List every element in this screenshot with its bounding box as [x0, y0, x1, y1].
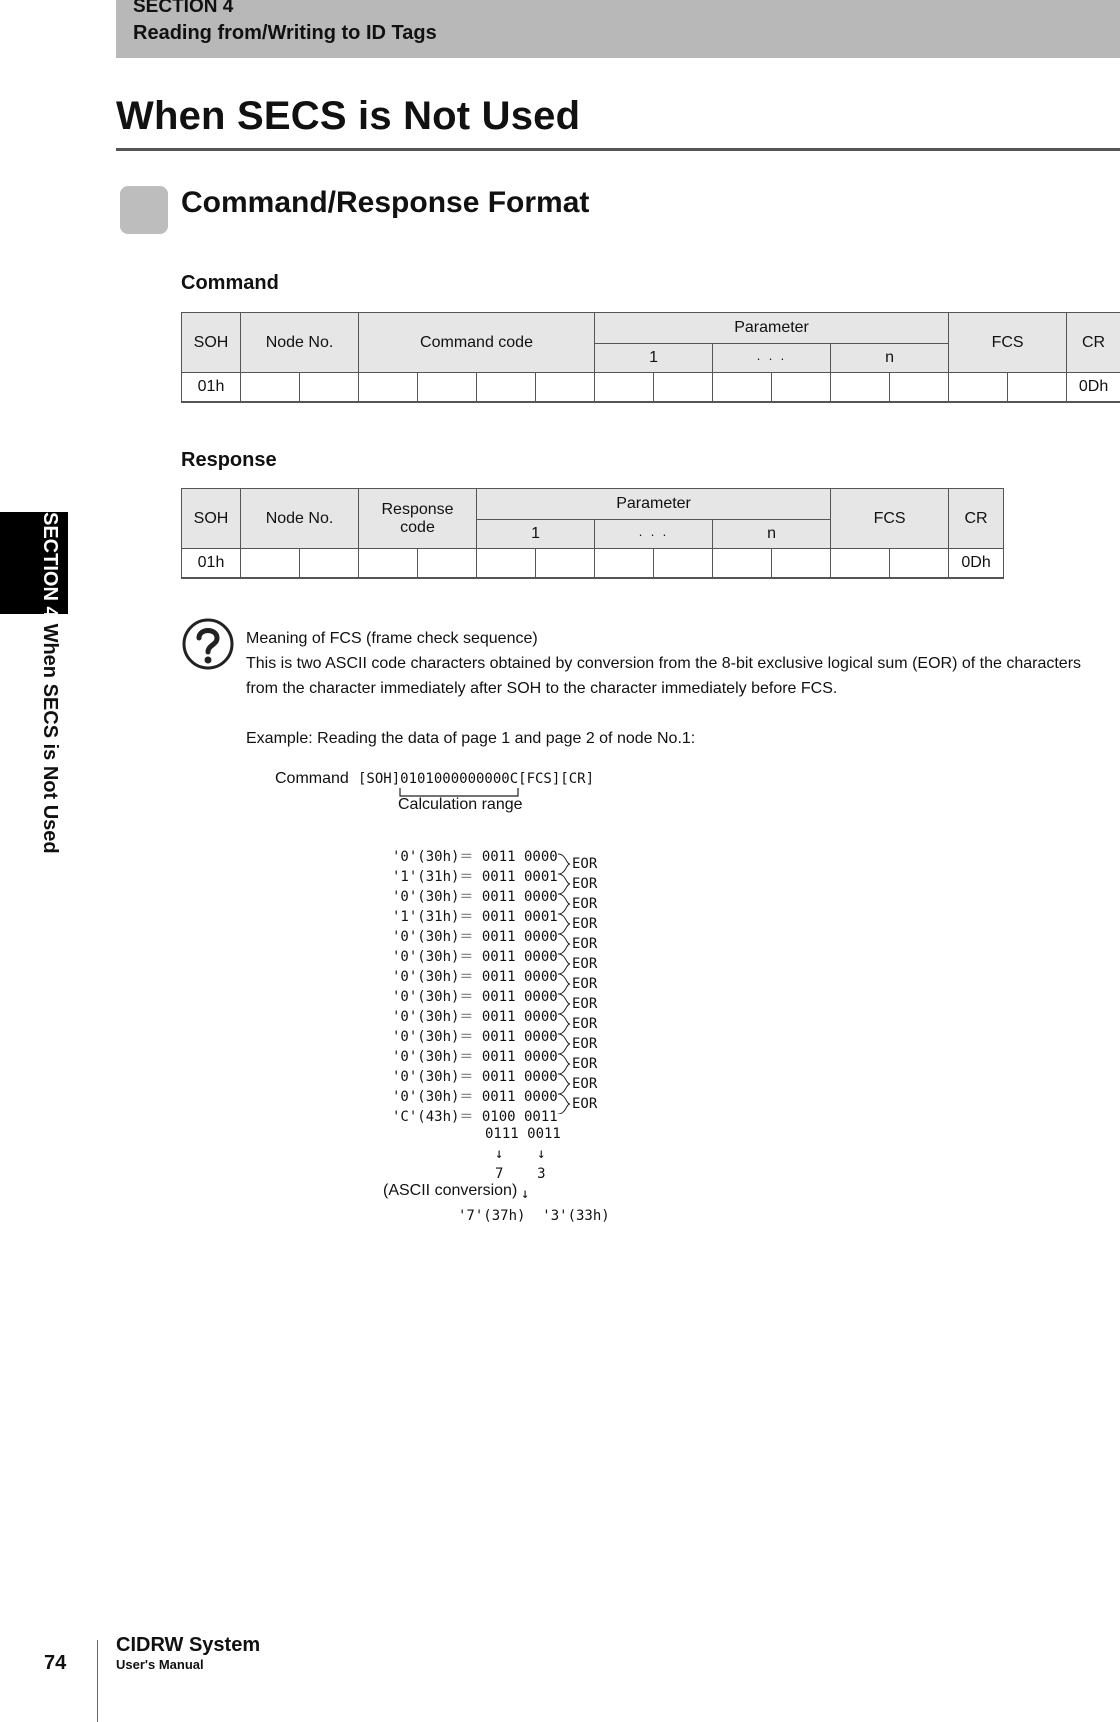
resp-cell	[241, 549, 300, 579]
example-command-string: [SOH]0101000000000C[FCS][CR]	[358, 771, 595, 787]
command-title: Command	[181, 272, 279, 294]
cmd-soh-header: SOH	[182, 313, 241, 373]
section-bullet-square	[120, 186, 168, 234]
resp-cell	[595, 549, 654, 579]
eor-label: EOR	[572, 876, 598, 892]
example-intro: Example: Reading the data of page 1 and page 2 of node No.1:	[246, 730, 696, 747]
result-arrows: ↓ ↓	[495, 1146, 546, 1162]
cmd-parameter-header: Parameter	[595, 313, 949, 344]
calc-row: '1'(31h)＝ 0011 0001	[392, 909, 558, 925]
eor-label: EOR	[572, 1096, 598, 1112]
response-title: Response	[181, 449, 277, 471]
section-header-band	[116, 0, 1120, 58]
resp-cell	[713, 549, 772, 579]
cmd-cell	[477, 373, 536, 403]
calc-row: '1'(31h)＝ 0011 0001	[392, 869, 558, 885]
cmd-cell	[654, 373, 713, 403]
result-digits: 7 3	[495, 1166, 546, 1182]
cmd-soh-value: 01h	[182, 373, 241, 403]
eor-result: 0111 0011	[485, 1126, 561, 1142]
cmd-cell	[890, 373, 949, 403]
resp-param-n: n	[713, 520, 831, 549]
cmd-node-no-header: Node No.	[241, 313, 359, 373]
calc-row: '0'(30h)＝ 0011 0000	[392, 1069, 558, 1085]
cmd-cr-value: 0Dh	[1067, 373, 1120, 403]
cmd-cell	[949, 373, 1008, 403]
eor-label: EOR	[572, 976, 598, 992]
side-tab-title: When SECS is Not Used	[39, 623, 61, 854]
cmd-cell	[831, 373, 890, 403]
header-section: SECTION 4	[133, 0, 234, 17]
calc-row: '0'(30h)＝ 0011 0000	[392, 989, 558, 1005]
resp-param-dots: · · ·	[595, 520, 713, 549]
cmd-cell	[418, 373, 477, 403]
footer-manual-name: User's Manual	[116, 1657, 204, 1672]
calc-row: '0'(30h)＝ 0011 0000	[392, 1029, 558, 1045]
calc-row: '0'(30h)＝ 0011 0000	[392, 849, 558, 865]
resp-cr-header: CR	[949, 489, 1004, 549]
calc-row: '0'(30h)＝ 0011 0000	[392, 1089, 558, 1105]
resp-cell	[477, 549, 536, 579]
cmd-cell	[713, 373, 772, 403]
resp-code-line1: Response	[381, 500, 454, 518]
cmd-cell	[536, 373, 595, 403]
header-chapter: Reading from/Writing to ID Tags	[133, 22, 437, 44]
cmd-cell	[241, 373, 300, 403]
example-command-label: Command	[275, 770, 349, 787]
response-format-table	[181, 488, 1004, 579]
footer-divider	[97, 1640, 98, 1722]
footer-system-name: CIDRW System	[116, 1634, 261, 1656]
cmd-cr-header: CR	[1067, 313, 1120, 373]
fcs-meaning: Meaning of FCS (frame check sequence)	[246, 630, 538, 647]
eor-label: EOR	[572, 1016, 598, 1032]
resp-parameter-header: Parameter	[477, 489, 831, 520]
cmd-cell	[359, 373, 418, 403]
side-tab-text	[36, 512, 64, 854]
eor-label: EOR	[572, 896, 598, 912]
cmd-fcs-header: FCS	[949, 313, 1067, 373]
eor-label: EOR	[572, 936, 598, 952]
resp-cell	[831, 549, 890, 579]
cmd-cell	[300, 373, 359, 403]
calc-row: 'C'(43h)＝ 0100 0011	[392, 1109, 558, 1125]
calculation-range-label: Calculation range	[398, 796, 523, 813]
calc-row: '0'(30h)＝ 0011 0000	[392, 889, 558, 905]
page-title: When SECS is Not Used	[116, 94, 581, 138]
calc-row: '0'(30h)＝ 0011 0000	[392, 929, 558, 945]
calc-row: '0'(30h)＝ 0011 0000	[392, 949, 558, 965]
resp-soh-value: 01h	[182, 549, 241, 579]
resp-cell	[300, 549, 359, 579]
resp-cell	[536, 549, 595, 579]
cmd-cell	[772, 373, 831, 403]
title-rule	[116, 148, 1120, 151]
page-number: 74	[44, 1652, 67, 1674]
ascii-conversion-arrow: ↓	[521, 1186, 530, 1202]
side-tab-section: SECTION 4	[39, 512, 61, 618]
calc-row: '0'(30h)＝ 0011 0000	[392, 969, 558, 985]
eor-label: EOR	[572, 1036, 598, 1052]
calc-row: '0'(30h)＝ 0011 0000	[392, 1049, 558, 1065]
resp-cell	[359, 549, 418, 579]
eor-label: EOR	[572, 996, 598, 1012]
resp-soh-header: SOH	[182, 489, 241, 549]
resp-node-no-header: Node No.	[241, 489, 359, 549]
fcs-description-line2: from the character immediately after SOH to the character immediately before FCS.	[246, 680, 838, 697]
command-format-table	[181, 312, 1120, 403]
resp-param-1: 1	[477, 520, 595, 549]
resp-cell	[418, 549, 477, 579]
eor-label: EOR	[572, 1076, 598, 1092]
resp-cell	[772, 549, 831, 579]
cmd-command-code-header: Command code	[359, 313, 595, 373]
eor-label: EOR	[572, 916, 598, 932]
eor-label: EOR	[572, 1056, 598, 1072]
cmd-cell	[1008, 373, 1067, 403]
resp-cr-value: 0Dh	[949, 549, 1004, 579]
resp-response-code-header	[359, 489, 477, 549]
eor-label: EOR	[572, 856, 598, 872]
resp-cell	[890, 549, 949, 579]
ascii-conversion-label: (ASCII conversion)	[383, 1182, 518, 1199]
cmd-param-n: n	[831, 344, 949, 373]
resp-fcs-header: FCS	[831, 489, 949, 549]
fcs-description-line1: This is two ASCII code characters obtained by conversion from the 8-bit exclusive logical sum (EOR) of the characters	[246, 655, 1082, 672]
cmd-param-dots: · · ·	[713, 344, 831, 373]
final-fcs-characters: '7'(37h) '3'(33h)	[458, 1208, 610, 1224]
cmd-cell	[595, 373, 654, 403]
resp-code-line2: code	[400, 518, 435, 536]
eor-label: EOR	[572, 956, 598, 972]
resp-cell	[654, 549, 713, 579]
question-help-icon	[182, 618, 234, 670]
calc-row: '0'(30h)＝ 0011 0000	[392, 1009, 558, 1025]
cmd-param-1: 1	[595, 344, 713, 373]
section-title: Command/Response Format	[181, 186, 590, 219]
